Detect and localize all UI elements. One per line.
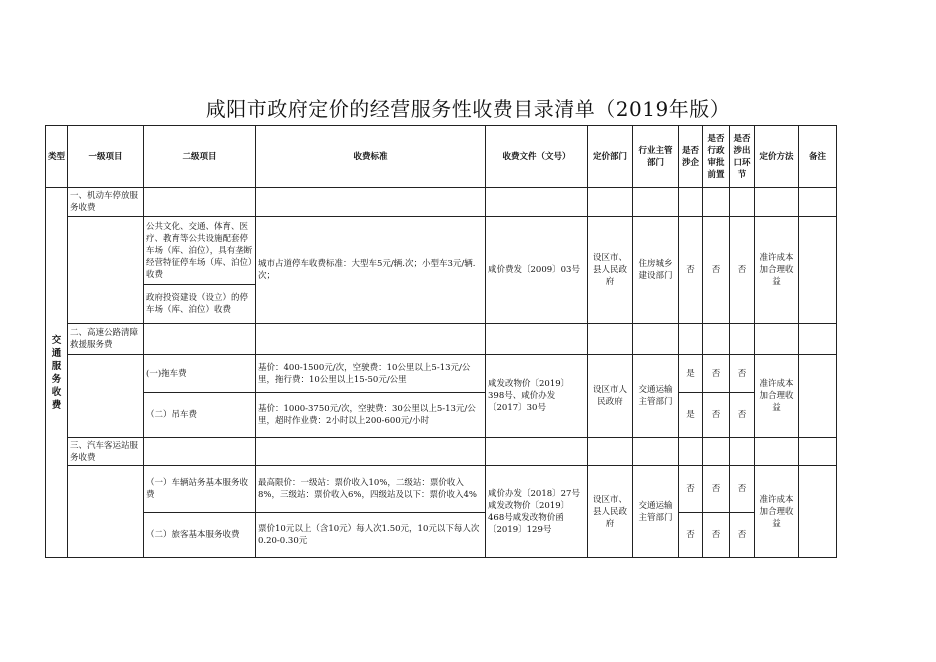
header-type: 类型	[46, 126, 68, 188]
admin-approval-cell: 否	[703, 217, 730, 324]
header-level2: 二级项目	[144, 126, 256, 188]
header-doc: 收费文件（文号）	[486, 126, 588, 188]
standard-cell: 基价：400-1500元/次，空驶费：10公里以上5-13元/公里，拖行费：10公里以上15-50元/公里	[256, 355, 486, 393]
pricing-dept-cell: 设区市、县人民政府	[588, 217, 633, 324]
table-row	[46, 393, 837, 438]
level2-cell: (一)拖车费	[144, 355, 256, 393]
involves-enterprise-cell: 是	[679, 355, 703, 393]
fee-table	[45, 125, 837, 558]
export-link-cell: 否	[730, 513, 755, 558]
header-admin-approval: 是否行政审批前置	[703, 126, 730, 188]
method-cell: 准许成本加合理收益	[755, 466, 799, 558]
admin-approval-cell: 否	[703, 513, 730, 558]
export-link-cell: 否	[730, 217, 755, 324]
table-row	[46, 513, 837, 557]
header-remarks: 备注	[799, 126, 837, 188]
header-level1: 一级项目	[68, 126, 144, 188]
involves-enterprise-cell: 否	[679, 466, 703, 513]
header-pricing-dept: 定价部门	[588, 126, 633, 188]
method-cell: 准许成本加合理收益	[755, 355, 799, 438]
level1-cell: 二、高速公路清障救援服务费	[68, 324, 144, 355]
standard-cell: 最高限价：一级站：票价收入10%，二级站：票价收入8%，三级站：票价收入6%，四级站及以下：票价收入4%	[256, 466, 486, 513]
table-row	[46, 188, 837, 217]
header-export-link: 是否涉出口环节	[730, 126, 755, 188]
doc-cell: 咸价办发〔2018〕27号咸发改物价〔2019〕468号咸发改物价函〔2019〕129号	[486, 466, 588, 558]
admin-approval-cell: 否	[703, 466, 730, 513]
pricing-dept-cell: 设区市人民政府	[588, 355, 633, 438]
level2-cell: （二）旅客基本服务收费	[144, 513, 256, 558]
level1-cell: 三、汽车客运站服务收费	[68, 438, 144, 466]
table-row	[46, 324, 837, 355]
page-title: 咸阳市政府定价的经营服务性收费目录清单（2019年版）	[205, 97, 731, 121]
level2-cell: 公共文化、交通、体育、医疗、教育等公共设施配套停车场（库、泊位），具有垄断经营特征停车场（库、泊位）收费	[144, 217, 256, 285]
header-involves-enterprise: 是否涉企	[679, 126, 703, 188]
export-link-cell: 否	[730, 355, 755, 393]
involves-enterprise-cell: 否	[679, 217, 703, 324]
doc-cell: 咸发改物价〔2019〕398号、咸价办发〔2017〕30号	[486, 355, 588, 438]
doc-cell: 咸价费发〔2009〕03号	[486, 217, 588, 324]
header-method: 定价方法	[755, 126, 799, 188]
header-row	[46, 126, 837, 188]
standard-cell: 票价10元以上（含10元）每人次1.50元，10元以下每人次0.20-0.30元	[256, 513, 486, 558]
level2-cell: 政府投资建设（设立）的停车场（库、泊位）收费	[144, 285, 256, 324]
table-row	[46, 438, 837, 466]
pricing-dept-cell: 设区市、县人民政府	[588, 466, 633, 558]
export-link-cell: 否	[730, 466, 755, 513]
standard-cell: 城市占道停车收费标准：大型车5元/辆.次；小型车3元/辆.次；	[256, 217, 486, 324]
category-cell: 交通服务收费	[46, 188, 68, 558]
involves-enterprise-cell: 是	[679, 393, 703, 438]
method-cell: 准许成本加合理收益	[755, 217, 799, 324]
table-row	[46, 466, 837, 513]
header-industry-dept: 行业主管部门	[633, 126, 679, 188]
header-standard: 收费标准	[256, 126, 486, 188]
level1-cell: 一、机动车停放服务收费	[68, 188, 144, 217]
admin-approval-cell: 否	[703, 355, 730, 393]
industry-dept-cell: 住房城乡建设部门	[633, 217, 679, 324]
table-row	[46, 217, 837, 285]
industry-dept-cell: 交通运输主管部门	[633, 466, 679, 558]
level2-cell: （二）吊车费	[144, 393, 256, 438]
industry-dept-cell: 交通运输主管部门	[633, 355, 679, 438]
standard-cell: 基价：1000-3750元/次，空驶费：30公里以上5-13元/公里，超时作业费：2小时以上200-600元/小时	[256, 393, 486, 438]
level2-cell: （一）车辆站务基本服务收费	[144, 466, 256, 513]
export-link-cell: 否	[730, 393, 755, 438]
table-row	[46, 355, 837, 393]
admin-approval-cell: 否	[703, 393, 730, 438]
involves-enterprise-cell: 否	[679, 513, 703, 558]
